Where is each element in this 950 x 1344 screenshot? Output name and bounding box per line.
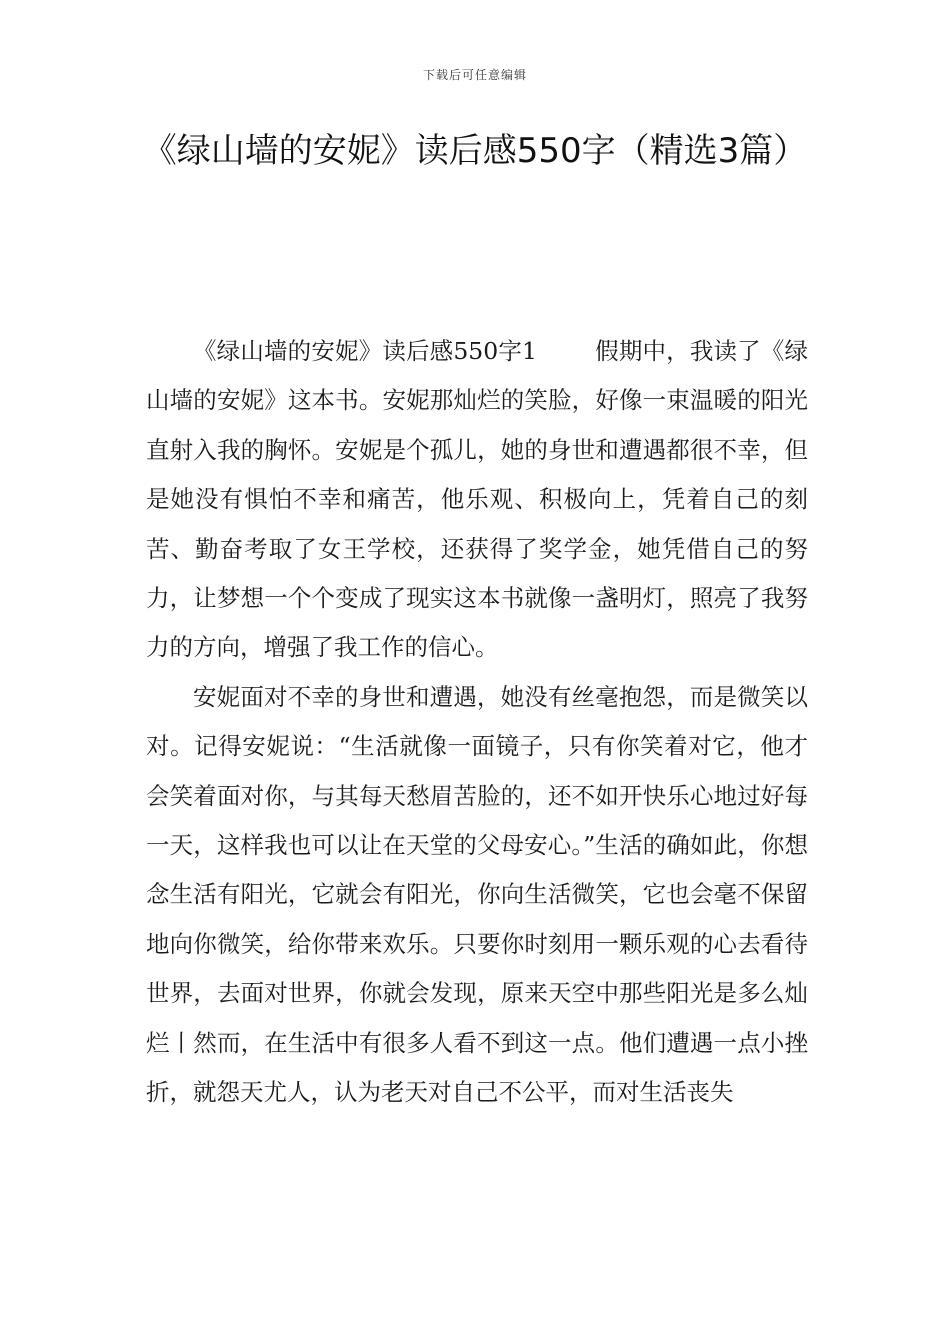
header-note: 下载后可任意编辑 bbox=[422, 68, 527, 82]
paragraph-1-text: 假期中，我读了《绿山墙的安妮》这本书。安妮那灿烂的笑脸，好像一束温暖的阳光直射入我的胸怀。安妮是个孤儿，她的身世和遭遇都很不幸，但是她没有惧怕不幸和痛苦，他乐观、积极向上，凭着自己的刻苦、勤奋考取了女王学校，还获得了奖学金，她凭借自己的努力，让梦想一个个变成了现实这本书就像一盏明灯，照亮了我努力的方向，增强了我工作的信心。 bbox=[146, 337, 808, 662]
document-title: 《绿山墙的安妮》读后感550字（精选3篇） bbox=[142, 131, 808, 171]
paragraph-2-text: 安妮面对不幸的身世和遭遇，她没有丝毫抱怨，而是微笑以对。记得安妮说：“生活就像一面镜子，只有你笑着对它，他才会笑着面对你，与其每天愁眉苦脸的，还不如开快乐心地过好每一天，这样我也可以让在天堂的父母安心。”生活的确如此，你想念生活有阳光，它就会有阳光，你向生活微笑，它也会毫不保留地向你微笑，给你带来欢乐。只要你时刻用一颗乐观的心去看待世界，去面对世界，你就会发现，原来天空中那些阳光是多么灿烂丨然而，在生活中有很多人看不到这一点。他们遭遇一点小挫折，就怨天尤人，认为老天对自己不公平，而对生活丧失 bbox=[146, 682, 808, 1107]
paragraph-1-lead: 《绿山墙的安妮》读后感550字1 bbox=[193, 337, 537, 365]
paragraph-1 bbox=[146, 327, 808, 673]
paragraph-2 bbox=[146, 673, 808, 1118]
document-body bbox=[146, 327, 808, 1118]
